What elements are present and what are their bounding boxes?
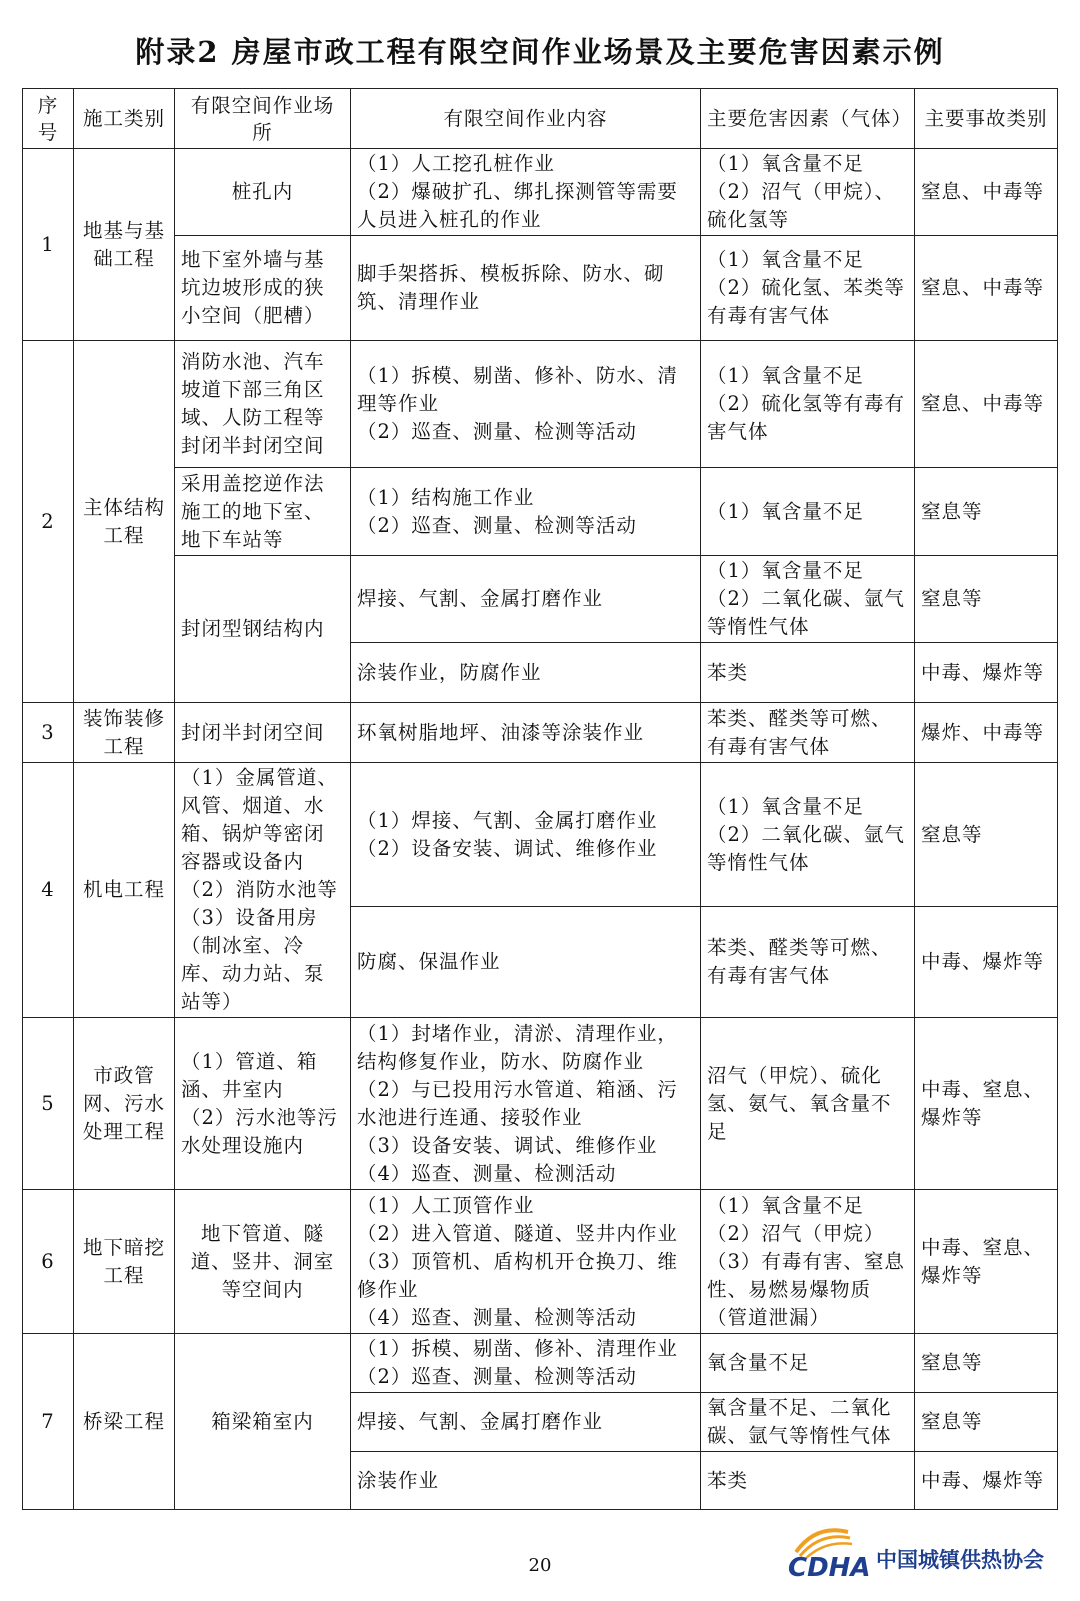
table-row	[23, 556, 1058, 643]
header-place: 有限空间作业场所	[175, 89, 351, 149]
cell-line: （1）结构施工作业	[357, 485, 535, 509]
cell-line: 焊接、气割、金属打磨作业	[357, 1410, 604, 1433]
cell-line: （2）沼气（甲烷）、硫化氢等	[707, 180, 896, 231]
cell-line: 防腐、保温作业	[357, 950, 501, 974]
header-row	[23, 89, 1058, 149]
cell-line: （2）二氧化碳、氩气等惰性气体	[707, 587, 905, 638]
cell-line: （2）沼气（甲烷）	[707, 1221, 885, 1245]
cell-line: （1）氧含量不足	[707, 364, 864, 387]
table-row	[23, 468, 1058, 556]
cell-line: （3）设备用房（制冰室、冷库、动力站、泵站等）	[181, 906, 325, 1013]
construction-category: 市政管网、污水处理工程	[74, 1018, 175, 1190]
cell-line: 环氧树脂地坪、油漆等涂装作业	[357, 720, 645, 744]
work-content	[351, 1452, 701, 1510]
hazard-factor	[701, 907, 915, 1018]
header-no: 序号	[23, 89, 74, 149]
table-row	[23, 236, 1058, 341]
header-category: 施工类别	[74, 89, 175, 149]
cell-line: 沼气（甲烷）、硫化氢、氨气、氧含量不足	[707, 1063, 892, 1143]
work-content	[351, 643, 701, 703]
hazard-factor	[701, 763, 915, 907]
construction-category: 装饰装修工程	[74, 703, 175, 763]
accident-type: 中毒、爆炸等	[915, 643, 1058, 703]
cell-line: （2）巡查、测量、检测等活动	[357, 420, 637, 443]
cell-line: 氧含量不足	[707, 1351, 810, 1374]
work-content	[351, 1190, 701, 1334]
cell-line: 苯类	[707, 1468, 749, 1492]
work-content	[351, 1018, 701, 1190]
cell-line: （1）氧含量不足	[707, 248, 864, 271]
hazard-factor	[701, 468, 915, 556]
row-number: 6	[23, 1190, 74, 1334]
accident-type: 中毒、爆炸等	[915, 907, 1058, 1018]
cell-line: （3）设备安装、调试、维修作业	[357, 1133, 658, 1157]
hazard-factor	[701, 643, 915, 703]
construction-category: 地下暗挖工程	[74, 1190, 175, 1334]
row-number: 1	[23, 149, 74, 341]
accident-type: 窒息、中毒等	[915, 236, 1058, 341]
cell-line: （2）二氧化碳、氩气等惰性气体	[707, 822, 905, 874]
construction-category: 桥梁工程	[74, 1334, 175, 1510]
cell-line: （2）污水池等污水处理设施内	[181, 1105, 338, 1157]
space-location: 封闭半封闭空间	[175, 703, 351, 763]
accident-type: 窒息等	[915, 1393, 1058, 1452]
work-content	[351, 703, 701, 763]
work-content	[351, 1393, 701, 1452]
cell-line: 涂装作业，防腐作业	[357, 660, 542, 684]
header-hazard: 主要危害因素（气体）	[701, 89, 915, 149]
table-row	[23, 1190, 1058, 1334]
space-location: 采用盖挖逆作法施工的地下室、地下车站等	[175, 468, 351, 556]
table-row	[23, 1018, 1058, 1190]
cell-line: （1）拆模、剔凿、修补、清理作业	[357, 1337, 678, 1360]
space-location: 封闭型钢结构内	[175, 556, 351, 703]
hazard-factor	[701, 703, 915, 763]
table-row	[23, 341, 1058, 468]
work-content	[351, 149, 701, 236]
work-content	[351, 556, 701, 643]
work-content	[351, 236, 701, 341]
cell-line: （1）人工挖孔桩作业	[357, 152, 555, 175]
space-location	[175, 1018, 351, 1190]
cell-line: （2）硫化氢等有毒有害气体	[707, 392, 905, 443]
cell-line: （4）巡查、测量、检测等活动	[357, 1305, 637, 1329]
row-number: 7	[23, 1334, 74, 1510]
table-row	[23, 149, 1058, 236]
row-number: 3	[23, 703, 74, 763]
row-number: 2	[23, 341, 74, 703]
cdha-logo-icon	[786, 1522, 876, 1582]
cell-line: 焊接、气割、金属打磨作业	[357, 587, 604, 610]
hazard-factor	[701, 1393, 915, 1452]
accident-type: 窒息等	[915, 556, 1058, 643]
hazard-factor	[701, 556, 915, 643]
cell-line: （1）氧含量不足	[707, 559, 864, 582]
accident-type: 窒息等	[915, 763, 1058, 907]
page-title: 附录2 房屋市政工程有限空间作业场景及主要危害因素示例	[135, 35, 945, 69]
cell-line: （1）人工顶管作业	[357, 1193, 535, 1217]
accident-type: 中毒、窒息、爆炸等	[915, 1018, 1058, 1190]
cell-line: （2）设备安装、调试、维修作业	[357, 836, 658, 860]
work-content	[351, 341, 701, 468]
construction-category: 主体结构工程	[74, 341, 175, 703]
work-content	[351, 1334, 701, 1393]
accident-type: 窒息、中毒等	[915, 149, 1058, 236]
cell-line: 涂装作业	[357, 1468, 440, 1492]
cell-line: （4）巡查、测量、检测活动	[357, 1161, 617, 1185]
accident-type: 窒息等	[915, 1334, 1058, 1393]
header-accident: 主要事故类别	[915, 89, 1058, 149]
accident-type: 窒息、中毒等	[915, 341, 1058, 468]
org-name: 中国城镇供热协会	[876, 1548, 1044, 1572]
row-number: 5	[23, 1018, 74, 1190]
space-location: 桩孔内	[175, 149, 351, 236]
space-location: 地下管道、隧道、竖井、洞室等空间内	[175, 1190, 351, 1334]
hazard-factor	[701, 1334, 915, 1393]
header-content: 有限空间作业内容	[351, 89, 701, 149]
table-row	[23, 763, 1058, 907]
page-number: 20	[528, 1555, 552, 1576]
cell-line: （1）氧含量不足	[707, 1193, 864, 1217]
cell-line: 脚手架搭拆、模板拆除、防水、砌筑、清理作业	[357, 262, 665, 313]
work-content	[351, 468, 701, 556]
cell-line: （2）巡查、测量、检测等活动	[357, 1365, 637, 1388]
hazard-factor	[701, 1452, 915, 1510]
cell-line: （1）管道、箱涵、井室内	[181, 1049, 318, 1101]
cell-line: 氧含量不足、二氧化碳、氩气等惰性气体	[707, 1396, 892, 1447]
space-location: 箱梁箱室内	[175, 1334, 351, 1510]
cell-line: （3）顶管机、盾构机开仓换刀、维修作业	[357, 1249, 678, 1301]
table-row	[23, 1334, 1058, 1393]
accident-type: 爆炸、中毒等	[915, 703, 1058, 763]
cell-line: （1）焊接、气割、金属打磨作业	[357, 808, 658, 832]
cell-line: （1）氧含量不足	[707, 499, 864, 523]
cell-line: （2）与已投用污水管道、箱涵、污水池进行连通、接驳作业	[357, 1077, 678, 1129]
hazard-factor	[701, 1018, 915, 1190]
accident-type: 中毒、窒息、爆炸等	[915, 1190, 1058, 1334]
cell-line: （1）拆模、剔凿、修补、防水、清理等作业	[357, 364, 678, 415]
cell-line: 苯类	[707, 660, 749, 684]
space-location	[175, 763, 351, 1018]
cell-line: （2）进入管道、隧道、竖井内作业	[357, 1221, 678, 1245]
cell-line: （1）金属管道、风管、烟道、水箱、锅炉等密闭容器或设备内	[181, 766, 338, 873]
cell-line: （3）有毒有害、窒息性、易燃易爆物质（管道泄漏）	[707, 1249, 905, 1329]
hazard-factor	[701, 149, 915, 236]
construction-category: 地基与基础工程	[74, 149, 175, 341]
hazard-factor	[701, 1190, 915, 1334]
cell-line: （1）封堵作业，清淤、清理作业，结构修复作业，防水、防腐作业	[357, 1021, 678, 1073]
space-location: 消防水池、汽车坡道下部三角区域、人防工程等封闭半封闭空间	[175, 341, 351, 468]
work-content	[351, 907, 701, 1018]
cell-line: （2）巡查、测量、检测等活动	[357, 513, 637, 537]
accident-type: 窒息等	[915, 468, 1058, 556]
cell-line: （2）硫化氢、苯类等有毒有害气体	[707, 276, 905, 327]
cdha-logo	[786, 1522, 1076, 1582]
logo-mark-text: CDHA	[788, 1553, 871, 1582]
hazard-factor	[701, 236, 915, 341]
cell-line: （1）氧含量不足	[707, 152, 864, 175]
row-number: 4	[23, 763, 74, 1018]
hazard-factor	[701, 341, 915, 468]
hazard-table	[22, 88, 1058, 1510]
cell-line: （1）氧含量不足	[707, 794, 864, 818]
cell-line: （2）消防水池等	[181, 878, 338, 901]
accident-type: 中毒、爆炸等	[915, 1452, 1058, 1510]
work-content	[351, 763, 701, 907]
cell-line: 苯类、醛类等可燃、有毒有害气体	[707, 706, 892, 758]
cell-line: 苯类、醛类等可燃、有毒有害气体	[707, 936, 892, 988]
space-location: 地下室外墙与基坑边坡形成的狭小空间（肥槽）	[175, 236, 351, 341]
construction-category: 机电工程	[74, 763, 175, 1018]
cell-line: （2）爆破扩孔、绑扎探测管等需要人员进入桩孔的作业	[357, 180, 678, 231]
table-row	[23, 703, 1058, 763]
